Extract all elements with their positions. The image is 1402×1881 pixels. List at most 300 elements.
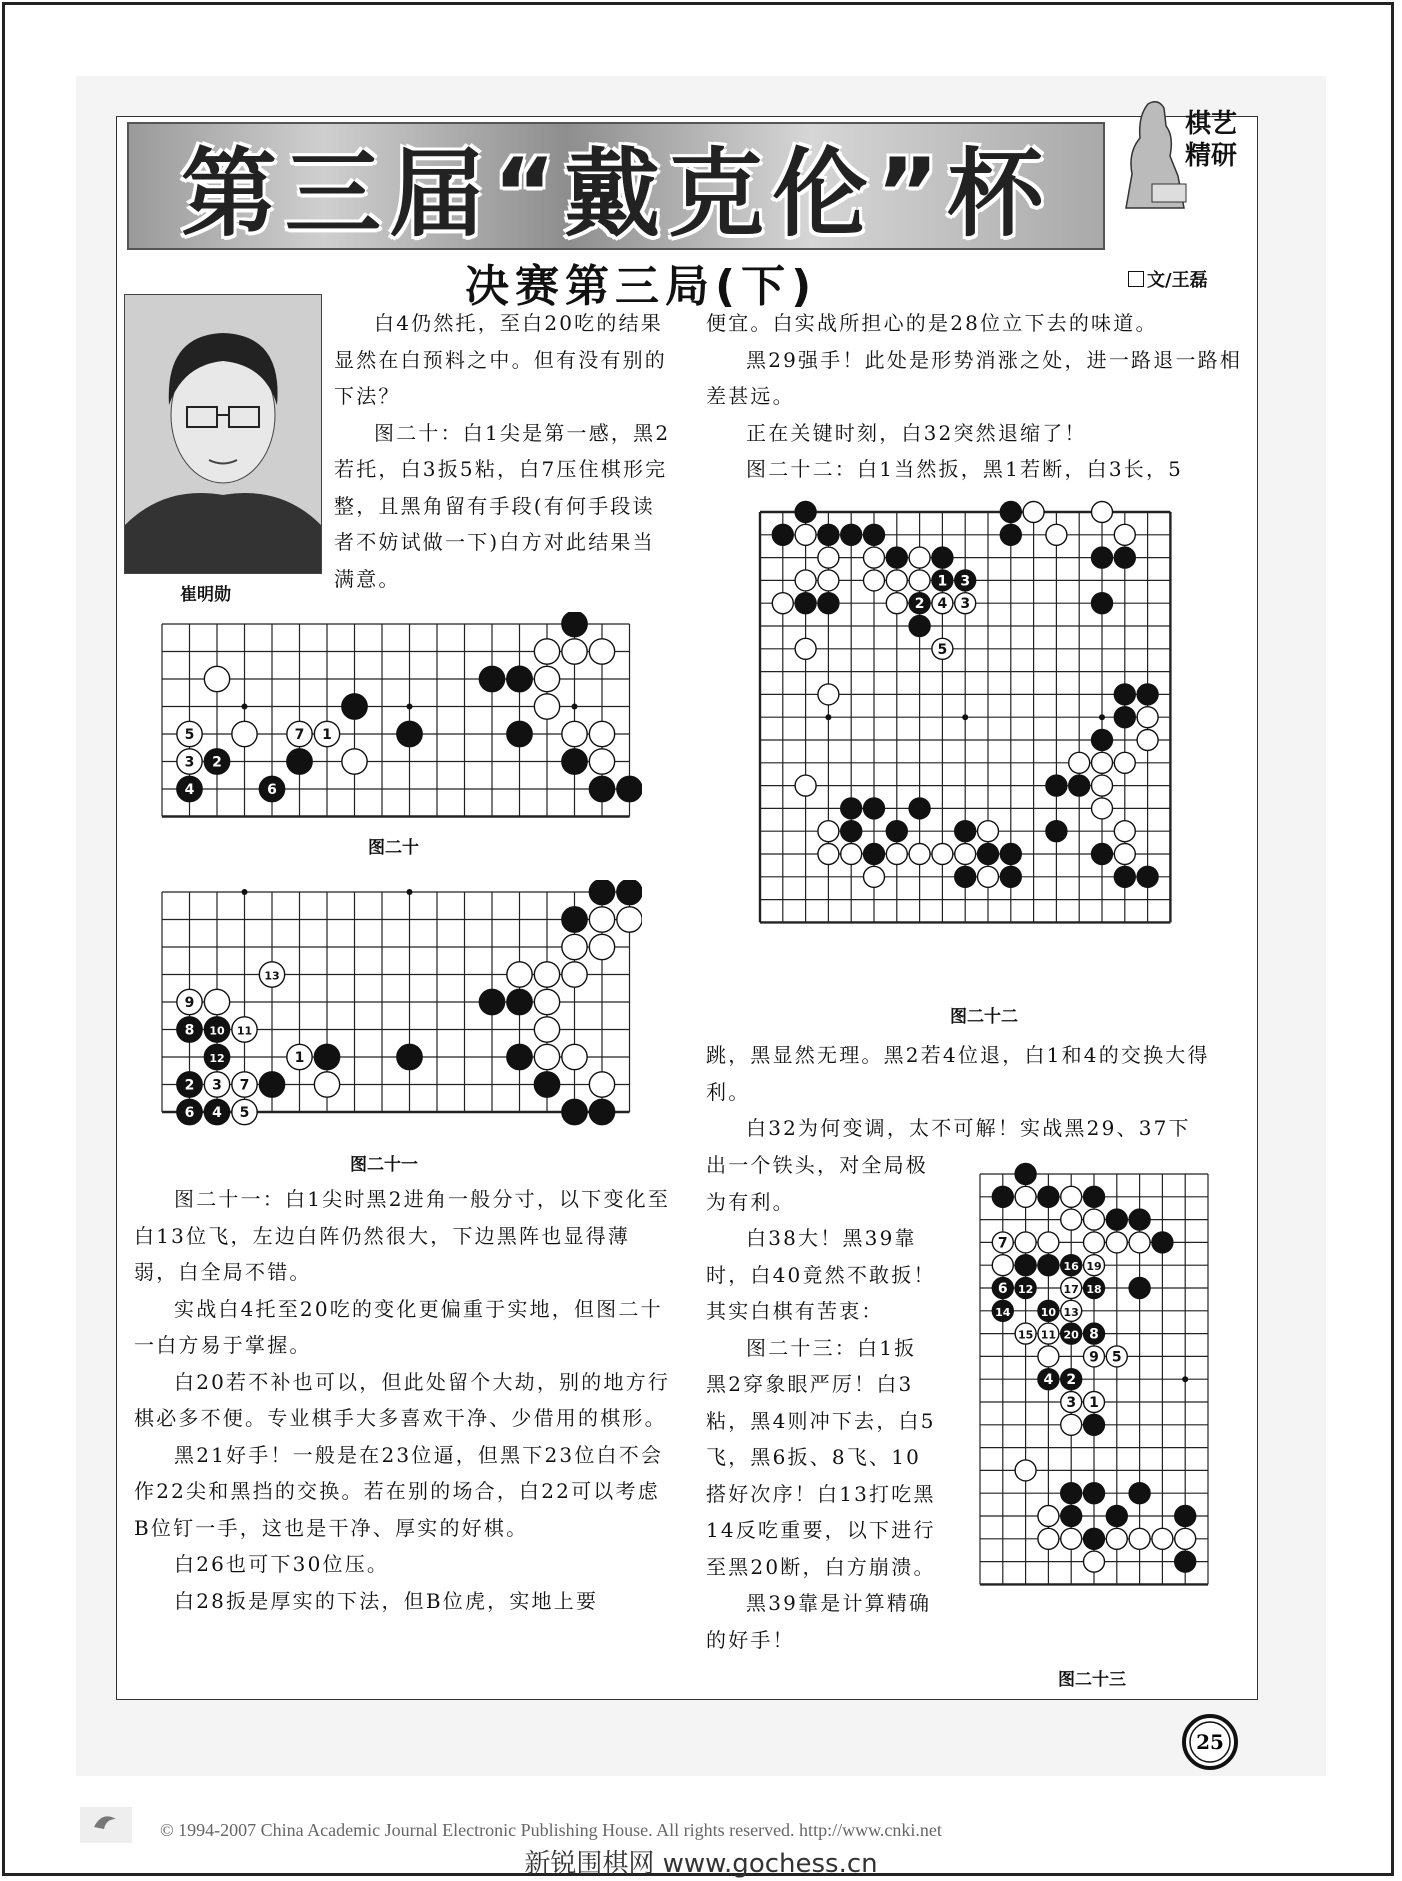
white-stone (287, 1044, 312, 1069)
white-stone (818, 821, 839, 842)
black-stone (841, 798, 862, 819)
black-stone (1061, 1255, 1082, 1276)
black-stone (1061, 1323, 1082, 1344)
white-stone (1038, 1506, 1059, 1527)
black-stone (1114, 684, 1135, 705)
black-stone (841, 524, 862, 545)
paragraph: 黑21好手！一般是在23位逼，但黑下23位白不会作22尖和黑挡的交换。若在别的场合，白22可以考虑B位钉一手，这也是干净、厚实的好棋。 (134, 1442, 664, 1540)
white-stone (342, 749, 367, 774)
black-stone (1046, 821, 1067, 842)
star-point (1099, 714, 1105, 720)
article-subtitle: 决赛第三局(下) (465, 261, 818, 312)
move-number: 6 (267, 782, 277, 798)
black-stone (507, 1044, 532, 1069)
go-diagram-22 (748, 500, 1240, 992)
white-stone (562, 1044, 587, 1069)
move-number: 3 (1066, 1395, 1077, 1411)
move-number: 11 (236, 1024, 253, 1038)
paragraph: 黑39靠是计算精确的好手！ (706, 1591, 932, 1652)
black-stone (1152, 1232, 1173, 1253)
column-label: 棋艺精研 (1185, 109, 1238, 171)
page-number-badge (1180, 1712, 1240, 1772)
move-number: 13 (1063, 1305, 1079, 1319)
black-stone (1084, 1483, 1105, 1504)
white-stone (1084, 1551, 1105, 1572)
cnki-logo-icon (78, 1805, 134, 1845)
white-stone (1084, 1392, 1105, 1413)
paragraph: 白32为何变调，太不可解！实战黑29、37下 (746, 1116, 1191, 1140)
white-stone (1023, 502, 1044, 523)
white-stone (232, 721, 257, 746)
black-stone (992, 1278, 1013, 1299)
white-stone (955, 593, 976, 614)
black-stone (204, 749, 229, 774)
move-number: 2 (1066, 1372, 1077, 1389)
black-stone (507, 721, 532, 746)
white-stone (864, 547, 885, 568)
paragraph: 跳，黑显然无理。黑2若4位退，白1和4的交换大得利。 (706, 1043, 1210, 1104)
star-point (407, 889, 413, 895)
black-stone (795, 502, 816, 523)
text-block-right-top (706, 305, 1246, 488)
black-stone (1061, 1483, 1082, 1504)
black-stone (886, 547, 907, 568)
paragraph: 图二十三：白1扳黑2穿象眼严厉！白3粘，黑4则冲下去，白5飞，黑6扳、8飞、10搭好次序！白13打吃黑14反吃重要，以下进行至黑20断，白方崩溃。 (706, 1335, 936, 1579)
move-number: 2 (212, 754, 222, 771)
white-stone (534, 666, 559, 691)
black-stone (479, 666, 504, 691)
star-point (242, 889, 248, 895)
move-number: 3 (960, 573, 971, 590)
black-stone (177, 1017, 202, 1042)
black-stone (534, 1072, 559, 1097)
black-stone (1000, 844, 1021, 865)
black-stone (562, 612, 587, 637)
move-number: 5 (239, 1105, 250, 1121)
black-stone (992, 1186, 1013, 1207)
black-stone (955, 821, 976, 842)
white-stone (589, 749, 614, 774)
black-stone (1084, 1323, 1105, 1344)
move-number: 4 (184, 782, 195, 798)
move-number: 7 (294, 727, 305, 743)
white-stone (1092, 502, 1113, 523)
move-number: 12 (1017, 1283, 1034, 1296)
move-number: 11 (1040, 1328, 1057, 1342)
white-stone (534, 1017, 559, 1042)
black-stone (1015, 1164, 1036, 1185)
black-stone (932, 547, 953, 568)
black-stone (1046, 775, 1067, 796)
white-stone (886, 570, 907, 591)
white-stone (818, 844, 839, 865)
white-stone (1137, 730, 1158, 751)
white-stone (1015, 1186, 1036, 1207)
figure-caption: 图二十 (368, 838, 419, 858)
move-number: 5 (1111, 1349, 1122, 1366)
black-stone (562, 907, 587, 932)
move-number: 2 (184, 1077, 195, 1094)
site-watermark-line: 新锐围棋网 www.gochess.cn (524, 1849, 878, 1879)
star-point (242, 704, 248, 710)
black-stone (1092, 547, 1113, 568)
white-stone (992, 1255, 1013, 1276)
black-stone (397, 1044, 422, 1069)
white-stone (589, 907, 614, 932)
white-stone (562, 934, 587, 959)
white-stone (1038, 1528, 1059, 1549)
white-stone (589, 639, 614, 664)
white-stone (795, 775, 816, 796)
black-stone (1061, 1506, 1082, 1527)
white-stone (1092, 752, 1113, 773)
black-stone (1038, 1255, 1059, 1276)
black-stone (1137, 866, 1158, 887)
black-stone (479, 989, 504, 1014)
move-number: 5 (184, 727, 195, 743)
move-number: 20 (1063, 1328, 1079, 1342)
white-stone (864, 570, 885, 591)
move-number: 12 (209, 1052, 225, 1065)
white-stone (1038, 1346, 1059, 1367)
move-number: 18 (1086, 1283, 1102, 1296)
move-number: 6 (184, 1105, 195, 1121)
star-point (407, 704, 413, 710)
white-stone (562, 962, 587, 987)
black-stone (1084, 1278, 1105, 1299)
white-stone (589, 721, 614, 746)
white-stone (1114, 524, 1135, 545)
black-stone (1038, 1369, 1059, 1390)
move-number: 16 (1063, 1260, 1079, 1274)
white-stone (177, 749, 202, 774)
white-stone (232, 1072, 257, 1097)
white-stone (1046, 524, 1067, 545)
white-stone (232, 1017, 257, 1042)
move-number: 19 (1086, 1260, 1102, 1274)
black-stone (978, 844, 999, 865)
white-stone (1061, 1278, 1082, 1299)
white-stone (204, 666, 229, 691)
paragraph: 白20若不补也可以，但此处留个大劫，别的地方行棋必多不便。专业棋手大多喜欢干净、少借用的棋形。 (134, 1369, 671, 1430)
black-stone (1038, 1300, 1059, 1321)
author-name: 文/王磊 (1147, 270, 1208, 291)
black-stone (992, 1300, 1013, 1321)
white-stone (1084, 1209, 1105, 1230)
white-stone (772, 593, 793, 614)
paragraph: 白38大！黑39靠时，白40竟然不敢扳！其实白棋有苦衷： (706, 1226, 936, 1323)
white-stone (909, 844, 930, 865)
white-stone (1038, 1232, 1059, 1253)
go-diagram-20 (150, 612, 642, 824)
white-stone (1152, 1528, 1173, 1549)
move-number: 7 (997, 1235, 1008, 1252)
white-stone (1084, 1232, 1105, 1253)
paragraph: 白26也可下30位压。 (174, 1552, 390, 1576)
black-stone (932, 570, 953, 591)
white-stone (177, 721, 202, 746)
page-title: 第三届“戴克伦”杯 (180, 137, 1052, 250)
black-stone (1084, 1528, 1105, 1549)
white-stone (534, 989, 559, 1014)
white-stone (1129, 1528, 1150, 1549)
black-stone (177, 776, 202, 801)
text-block-right-mid (706, 1037, 1246, 1147)
white-stone (177, 989, 202, 1014)
black-stone (1106, 1209, 1127, 1230)
white-stone (562, 721, 587, 746)
paragraph: 出一个铁头，对全局极为有利。 (706, 1153, 928, 1214)
star-point (572, 704, 578, 710)
star-point (962, 714, 968, 720)
title-banner (127, 122, 1105, 250)
go-player-figure-icon (1118, 96, 1188, 216)
text-block-left-top (334, 305, 672, 597)
white-stone (617, 907, 642, 932)
white-stone (818, 547, 839, 568)
move-number: 1 (322, 727, 332, 743)
figure-caption: 图二十一 (350, 1155, 418, 1175)
move-number: 14 (995, 1305, 1011, 1319)
move-number: 2 (914, 596, 925, 613)
move-number: 7 (239, 1077, 250, 1094)
white-stone (589, 934, 614, 959)
paragraph: 黑29强手！此处是形势消涨之处，进一路退一路相差甚远。 (706, 347, 1243, 408)
paragraph: 白4仍然托，至白20吃的结果显然在白预料之中。但有没有别的下法？ (334, 311, 667, 408)
black-stone (259, 776, 284, 801)
white-stone (1092, 798, 1113, 819)
star-point (825, 714, 831, 720)
move-number: 13 (264, 969, 280, 983)
white-stone (1114, 752, 1135, 773)
black-stone (841, 821, 862, 842)
white-stone (1061, 1414, 1082, 1435)
paragraph: 图二十：白1尖是第一感，黑2若托，白3扳5粘，白7压住棋形完整，且黑角留有手段(有何手段读者不妨试做一下)白方对此结果当满意。 (334, 420, 671, 591)
white-stone (1015, 1460, 1036, 1481)
move-number: 8 (184, 1022, 195, 1039)
white-stone (1084, 1346, 1105, 1367)
white-stone (1114, 844, 1135, 865)
white-stone (909, 547, 930, 568)
white-stone (1069, 752, 1090, 773)
white-stone (1175, 1528, 1196, 1549)
black-stone (1092, 730, 1113, 751)
white-stone (886, 593, 907, 614)
black-stone (342, 694, 367, 719)
move-number: 10 (1040, 1305, 1057, 1319)
white-stone (1061, 1300, 1082, 1321)
black-stone (955, 570, 976, 591)
black-stone (1114, 547, 1135, 568)
move-number: 4 (212, 1105, 222, 1121)
paragraph: 便宜。白实战所担心的是28位立下去的味道。 (706, 311, 1158, 335)
black-stone (1114, 866, 1135, 887)
black-stone (507, 989, 532, 1014)
white-stone (1106, 1346, 1127, 1367)
black-stone (562, 1099, 587, 1124)
white-stone (1038, 1323, 1059, 1344)
black-stone (204, 1017, 229, 1042)
black-stone (1092, 844, 1113, 865)
white-stone (1084, 1255, 1105, 1276)
move-number: 3 (960, 596, 971, 613)
move-number: 9 (184, 995, 195, 1011)
move-number: 10 (209, 1024, 225, 1038)
white-stone (864, 866, 885, 887)
star-point (1182, 1376, 1188, 1382)
black-stone (955, 866, 976, 887)
black-stone (864, 798, 885, 819)
white-stone (534, 1044, 559, 1069)
white-stone (314, 1072, 339, 1097)
black-stone (1175, 1506, 1196, 1527)
white-stone (818, 570, 839, 591)
black-stone (507, 666, 532, 691)
black-stone (589, 776, 614, 801)
black-stone (1000, 866, 1021, 887)
black-stone (1129, 1209, 1150, 1230)
black-stone (909, 798, 930, 819)
move-number: 1 (1089, 1395, 1099, 1411)
white-stone (1129, 1232, 1150, 1253)
black-stone (818, 524, 839, 545)
black-stone (1175, 1551, 1196, 1572)
white-stone (562, 639, 587, 664)
go-diagram-23 (968, 1162, 1252, 1662)
black-stone (1129, 1278, 1150, 1299)
white-stone (1015, 1323, 1036, 1344)
white-stone (204, 1072, 229, 1097)
white-stone (1114, 821, 1135, 842)
page-number: 25 (1196, 1730, 1224, 1754)
text-block-left-bottom (134, 1181, 672, 1619)
white-stone (1092, 775, 1113, 796)
black-stone (1114, 707, 1135, 728)
paragraph: 图二十二：白1当然扳，黑1若断，白3长，5 (746, 457, 1184, 481)
move-number: 3 (212, 1077, 222, 1094)
move-number: 1 (937, 573, 948, 590)
move-number: 8 (1089, 1326, 1099, 1343)
move-number: 15 (1017, 1328, 1034, 1342)
black-stone (909, 616, 930, 637)
white-stone (534, 962, 559, 987)
move-number: 5 (937, 641, 948, 658)
white-stone (287, 721, 312, 746)
white-stone (955, 844, 976, 865)
black-stone (204, 1044, 229, 1069)
white-stone (932, 638, 953, 659)
white-stone (1015, 1232, 1036, 1253)
black-stone (617, 880, 642, 905)
move-number: 3 (184, 754, 195, 771)
paragraph: 正在关键时刻，白32突然退缩了！ (746, 420, 1087, 445)
go-diagram-21 (150, 880, 642, 1138)
black-stone (204, 1099, 229, 1124)
black-stone (1084, 1186, 1105, 1207)
copyright-footer: © 1994-2007 China Academic Journal Electronic Publishing House. All rights reserved. http://www.cnki.net (160, 1820, 942, 1840)
black-stone (1061, 1369, 1082, 1390)
white-stone (795, 638, 816, 659)
black-stone (589, 880, 614, 905)
white-stone (1061, 1209, 1082, 1230)
white-stone (314, 721, 339, 746)
photo-caption: 崔明勋 (180, 585, 231, 605)
white-stone (1106, 1232, 1127, 1253)
white-stone (1106, 1528, 1127, 1549)
black-stone (397, 721, 422, 746)
figure-caption: 图二十三 (1058, 1670, 1126, 1690)
black-stone (1000, 524, 1021, 545)
white-stone (232, 1099, 257, 1124)
black-stone (795, 593, 816, 614)
black-stone (909, 593, 930, 614)
black-stone (1084, 1414, 1105, 1435)
white-stone (534, 639, 559, 664)
black-stone (177, 1072, 202, 1097)
black-stone (864, 524, 885, 545)
white-stone (1061, 1392, 1082, 1413)
white-stone (534, 694, 559, 719)
white-stone (932, 593, 953, 614)
white-stone (841, 844, 862, 865)
black-stone (314, 1044, 339, 1069)
figure-caption: 图二十二 (950, 1007, 1018, 1027)
black-stone (1000, 502, 1021, 523)
white-stone (886, 844, 907, 865)
black-stone (259, 1072, 284, 1097)
white-stone (507, 962, 532, 987)
black-stone (772, 524, 793, 545)
black-stone (864, 844, 885, 865)
black-stone (1106, 1506, 1127, 1527)
player-photo (124, 294, 322, 574)
white-stone (978, 821, 999, 842)
black-stone (1092, 593, 1113, 614)
move-number: 4 (1043, 1372, 1054, 1389)
text-block-right-narrow (706, 1147, 938, 1658)
black-stone (1137, 684, 1158, 705)
move-number: 6 (997, 1281, 1008, 1297)
paragraph: 白28扳是厚实的下法，但B位虎，实地上要 (174, 1588, 599, 1613)
black-stone (1015, 1278, 1036, 1299)
black-stone (1069, 775, 1090, 796)
white-stone (795, 570, 816, 591)
white-stone (1061, 1528, 1082, 1549)
white-stone (909, 570, 930, 591)
move-number: 9 (1089, 1349, 1099, 1366)
move-number: 4 (937, 596, 948, 613)
white-stone (932, 844, 953, 865)
black-stone (818, 593, 839, 614)
white-stone (204, 989, 229, 1014)
black-stone (177, 1099, 202, 1124)
paragraph: 图二十一：白1尖时黑2进角一般分寸，以下变化至白13位飞，左边白阵仍然很大，下边黑阵也显得薄弱，白全局不错。 (134, 1187, 671, 1284)
white-stone (1137, 707, 1158, 728)
black-stone (1038, 1186, 1059, 1207)
white-stone (1061, 1186, 1082, 1207)
white-stone (259, 962, 284, 987)
white-stone (795, 524, 816, 545)
white-stone (818, 684, 839, 705)
black-stone (1129, 1483, 1150, 1504)
move-number: 1 (294, 1050, 305, 1066)
white-stone (978, 866, 999, 887)
black-stone (886, 821, 907, 842)
black-stone (562, 749, 587, 774)
black-stone (287, 749, 312, 774)
paragraph: 实战白4托至20吃的变化更偏重于实地，但图二十一白方易于掌握。 (134, 1296, 663, 1357)
move-number: 17 (1063, 1283, 1079, 1296)
